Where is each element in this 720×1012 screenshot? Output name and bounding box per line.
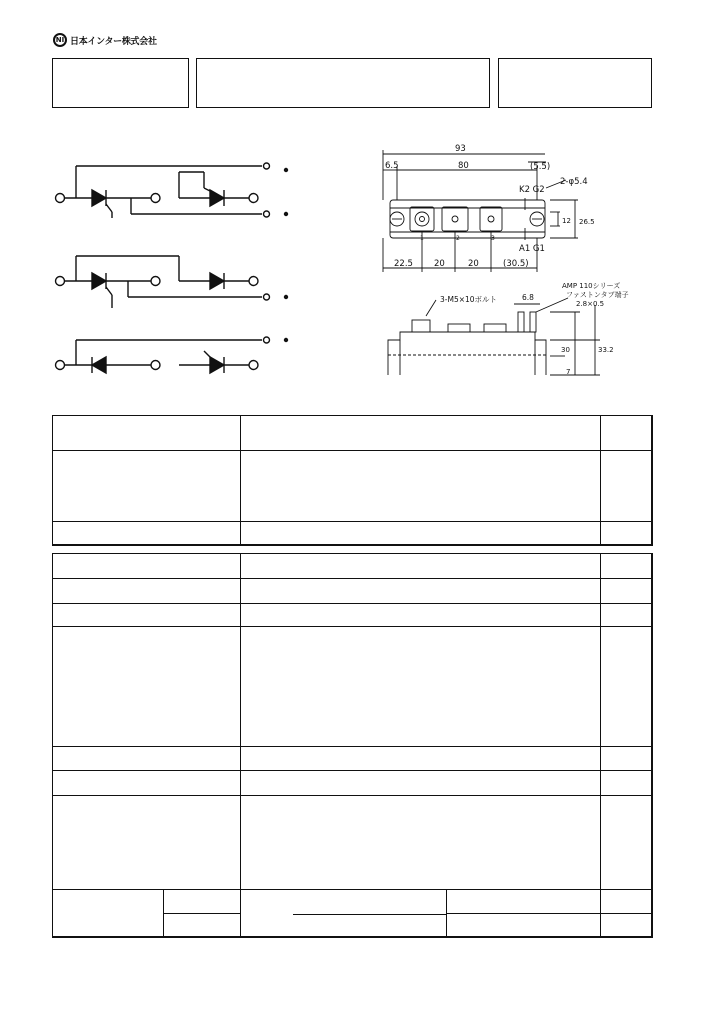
dim-bottom-b: 20 — [434, 259, 445, 269]
side-note-screw: 3-M5×10ボルト — [440, 295, 498, 304]
circuit-series-thyristor-pair — [56, 163, 270, 218]
table-row — [53, 451, 653, 522]
header-box-right — [498, 58, 652, 108]
table-row — [53, 579, 653, 604]
table-row — [53, 554, 653, 579]
dim-gate-labels-top: K2 G2 — [519, 185, 545, 195]
dim-gate-labels-bottom: A1 G1 — [519, 244, 545, 254]
dim-base: 7 — [566, 368, 571, 376]
dim-width-inner: 12 — [562, 217, 571, 225]
table-row — [53, 627, 653, 747]
logo-mark-icon: NI — [53, 33, 67, 47]
dim-tab: 6.8 — [522, 293, 534, 302]
company-name: 日本インター株式会社 — [70, 36, 157, 47]
side-note-size: 2.8×0.5 — [576, 300, 605, 308]
dim-bottom-a: 22.5 — [394, 259, 413, 269]
dim-mounting-hole: 2-φ5.4 — [560, 177, 588, 187]
table-row — [53, 416, 653, 451]
side-note-tab: ファストンタブ端子 — [566, 291, 629, 299]
table-row — [53, 747, 653, 771]
table-row — [53, 604, 653, 627]
dim-end-offset: 6.5 — [385, 161, 399, 171]
package-outline-drawing — [370, 140, 650, 385]
dim-mounting-pitch: 80 — [458, 161, 469, 171]
header-box-left — [52, 58, 189, 108]
terminal-num-1: 1 — [420, 235, 424, 242]
dim-width-outer: 26.5 — [579, 218, 595, 226]
table-row — [53, 522, 653, 546]
dim-bottom-d: (30.5) — [503, 259, 529, 269]
terminal-num-3: 3 — [491, 235, 495, 242]
circuit-antiparallel-pair — [56, 337, 270, 373]
dim-terminal-spacing: (5.5) — [530, 162, 551, 172]
table-row — [53, 890, 653, 914]
dim-bottom-c: 20 — [468, 259, 479, 269]
table-row — [53, 771, 653, 796]
ratings-table — [52, 415, 653, 546]
cell-divider-line — [293, 914, 446, 915]
terminal-num-2: 2 — [456, 235, 460, 242]
side-note-connector: AMP 110シリーズ — [562, 282, 621, 290]
characteristics-table — [52, 553, 653, 938]
circuit-thyristor-diode — [56, 256, 270, 308]
table-row — [53, 796, 653, 890]
header-box-center — [196, 58, 490, 108]
circuit-diagrams — [40, 148, 310, 388]
dim-overall-length: 93 — [455, 144, 466, 154]
dim-height-inner: 30 — [561, 346, 570, 354]
dim-height-outer: 33.2 — [598, 346, 614, 354]
company-logo — [53, 33, 157, 47]
